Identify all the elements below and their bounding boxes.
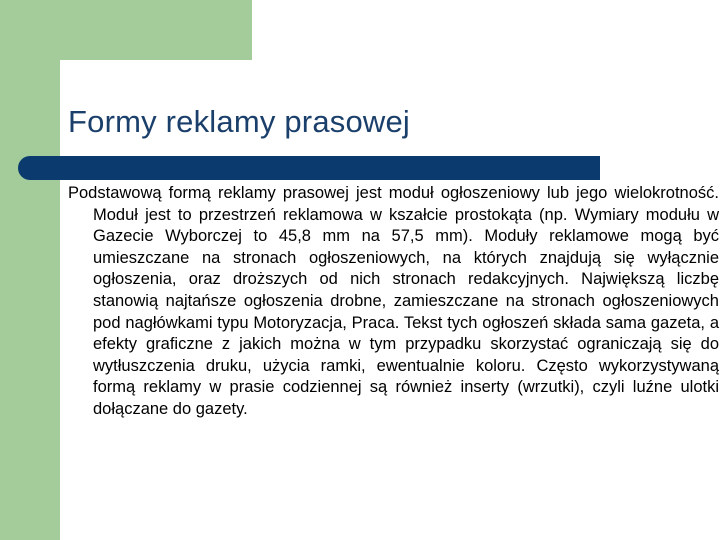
slide-body-text: Podstawową formą reklamy prasowej jest moduł ogłoszeniowy lub jego wielokrotność. Moduł jest to przestrzeń reklamowa w kszałcie prostokąta (np. Wymiary modułu w Gazecie Wyborczej to 45,8 mm na 57,5 mm). Moduły reklamowe mogą być umieszczane na stronach ogłoszeniowych, na których znajdują się wyłącznie ogłoszenia, oraz droższych od nich stronach redakcyjnych. Największą liczbę stanowią najtańsze ogłoszenia drobne, zamieszczane na stronach ogłoszeniowych pod nagłówkami typu Motoryzacja, Praca. Tekst tych ogłoszeń składa sama gazeta, a efekty graficzne z jakich można w tym przypadku skorzystać ograniczają się do wytłuszczenia druku, użycia ramki, ewentualnie koloru. Często wykorzystywaną formą reklamy w prasie codziennej są również inserty (wrzutki), czyli luźne ulotki dołączane do gazety.: [68, 184, 719, 418]
title-underline-bar: [18, 156, 600, 180]
decorative-green-band-left: [0, 0, 60, 540]
slide-title: Formy reklamy prasowej: [68, 104, 411, 139]
